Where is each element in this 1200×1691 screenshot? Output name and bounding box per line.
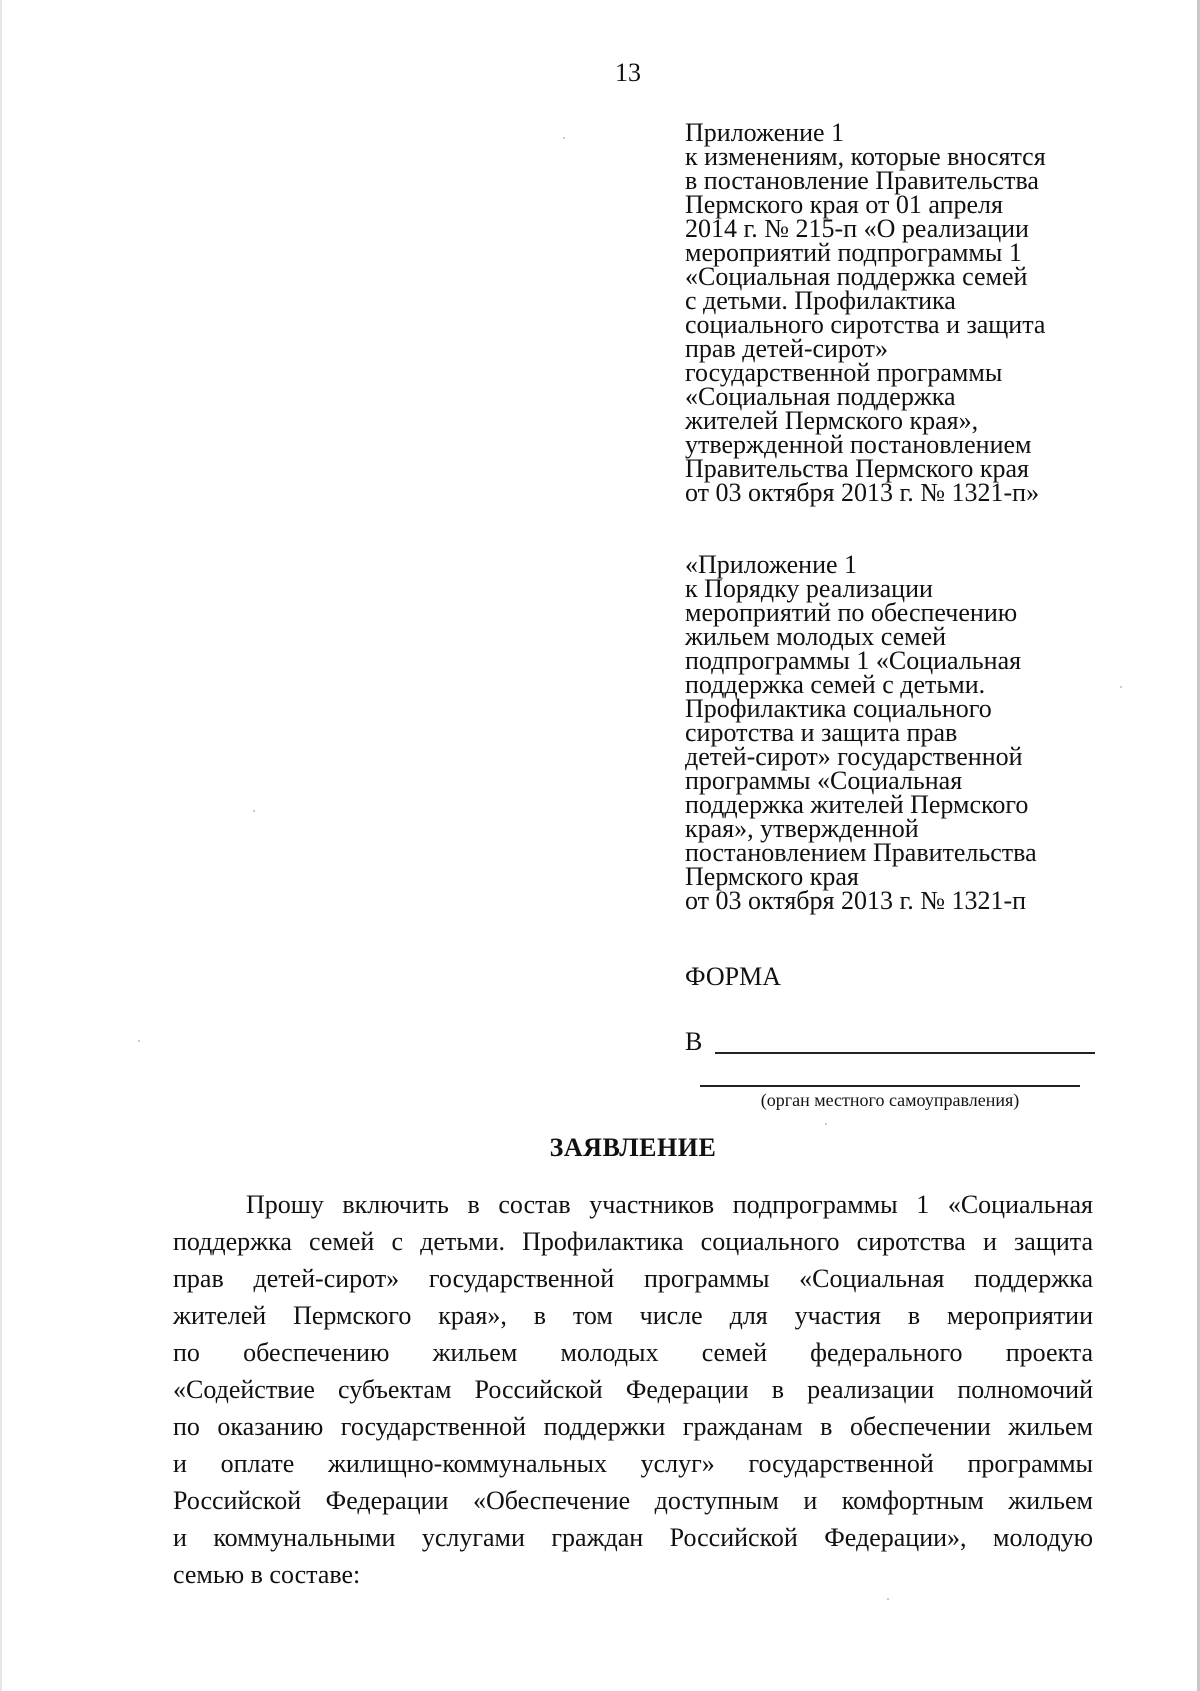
order-note-line: к Порядку реализации [685,574,933,603]
appendix-note-line: к изменениям, которые вносятся [685,142,1046,171]
body-line: Прошу включить в состав участников подпрограммы 1 «Социальная [246,1190,1093,1219]
appendix-note-line: 2014 г. № 215-п «О реализации [685,214,1029,243]
scan-speck [825,1123,827,1125]
order-note-line: программы «Социальная [685,766,963,795]
recipient-blank-line-2 [700,1085,1080,1087]
appendix-note-line: социального сиротства и защита [685,310,1046,339]
scan-speck [1120,686,1122,688]
body-line: и коммунальными услугами граждан Российской Федерации», молодую [173,1523,1093,1552]
appendix-note-line: жителей Пермского края», [685,406,979,435]
body-line: по обеспечению жильем молодых семей федерального проекта [173,1338,1093,1367]
order-note-line: сиротства и защита прав [685,718,958,747]
body-line: Российской Федерации «Обеспечение доступным и комфортным жильем [173,1486,1093,1515]
scan-edge-left [0,0,2,1691]
body-line: и оплате жилищно-коммунальных услуг» государственной программы [173,1449,1093,1478]
scan-speck [253,810,255,812]
body-line: по оказанию государственной поддержки гражданам в обеспечении жильем [173,1412,1093,1441]
recipient-blank-line [715,1052,1095,1054]
appendix-note-line: утвержденной постановлением [685,430,1032,459]
recipient-caption: (орган местного самоуправления) [760,1090,1020,1110]
appendix-note [685,118,1105,507]
appendix-note-line: «Социальная поддержка семей [685,262,1028,291]
body-line: жителей Пермского края», в том числе для участия в мероприятии [173,1301,1093,1330]
page-number: 13 [615,58,641,87]
appendix-note-line: государственной программы [685,358,1003,387]
appendix-note-line: «Социальная поддержка [685,382,956,411]
appendix-note-line: в постановление Правительства [685,166,1039,195]
appendix-note-line: прав детей-сирот» [685,334,888,363]
body-line: прав детей-сирот» государственной программы «Социальная поддержка [173,1264,1093,1293]
order-note-line: Пермского края [685,862,859,891]
scan-speck [887,1598,889,1600]
order-note-line: Профилактика социального [685,694,992,723]
order-note-line: детей-сирот» государственной [685,742,1023,771]
application-body [173,1186,1093,1593]
order-note-line: поддержка семей с детьми. [685,670,986,699]
order-note-line: постановлением Правительства [685,838,1037,867]
order-note-line: поддержка жителей Пермского [685,790,1029,819]
appendix-note-line: Пермского края от 01 апреля [685,190,1003,219]
order-note-line: жильем молодых семей [685,622,947,651]
recipient-field [685,1027,1095,1057]
appendix-note-line: Правительства Пермского края [685,454,1029,483]
scan-speck [563,137,565,139]
order-note-line: от 03 октября 2013 г. № 1321-п [685,886,1027,915]
order-note-line: подпрограммы 1 «Социальная [685,646,1022,675]
document-title: ЗАЯВЛЕНИЕ [549,1133,717,1162]
appendix-note-line: с детьми. Профилактика [685,286,956,315]
body-line: семью в составе: [173,1560,361,1589]
appendix-note-line: Приложение 1 [685,118,845,147]
body-line: поддержка семей с детьми. Профилактика социального сиротства и защита [173,1227,1093,1256]
order-appendix-note [685,550,1105,915]
order-note-line: мероприятий по обеспечению [685,598,1018,627]
appendix-note-line: мероприятий подпрограммы 1 [685,238,1022,267]
scan-speck [138,1040,140,1042]
appendix-note-line: от 03 октября 2013 г. № 1321-п» [685,478,1040,507]
order-note-line: «Приложение 1 [685,550,858,579]
form-label: ФОРМА [685,962,781,991]
order-note-line: края», утвержденной [685,814,919,843]
recipient-prefix: В [685,1027,703,1056]
body-line: «Содействие субъектам Российской Федерации в реализации полномочий [173,1375,1093,1404]
